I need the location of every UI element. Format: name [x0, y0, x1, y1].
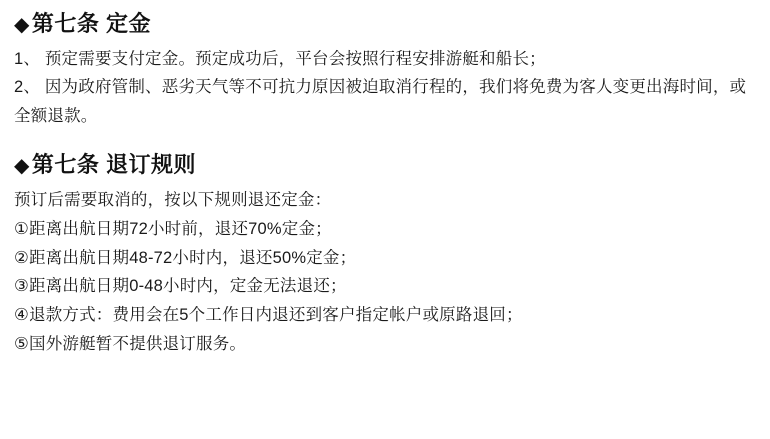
section-cancellation-title: 第七条 退订规则	[31, 152, 197, 178]
cancellation-rule-4: ④退款方式：费用会在5个工作日内退还到客户指定帐户或原路退回；	[14, 306, 523, 325]
cancellation-rule-3: ③距离出航日期0-48小时内，定金无法退还；	[14, 277, 347, 296]
cancellation-rule-2: ②距离出航日期48-72小时内，退还50%定金；	[14, 248, 357, 267]
section-deposit	[14, 10, 756, 131]
section-cancellation	[14, 151, 756, 359]
section-deposit-title: 第七条 定金	[31, 11, 152, 36]
cancellation-rule-1: ①距离出航日期72小时前，退还70%定金；	[14, 219, 332, 238]
diamond-bullet-icon: ◆	[14, 155, 30, 178]
deposit-paragraph-1: 1、 预定需要支付定金。预定成功后，平台会按照行程安排游艇和船长；	[14, 49, 546, 68]
cancellation-lead-text: 预订后需要取消的，按以下规则退还定金：	[14, 190, 332, 209]
cancellation-rule-5: ⑤国外游艇暂不提供退订服务。	[14, 335, 247, 354]
section-deposit-heading	[14, 10, 756, 39]
deposit-paragraph-2: 2、 因为政府管制、恶劣天气等不可抗力原因被迫取消行程的，我们将免费为客人变更出海时间，或全额退款。	[14, 78, 747, 126]
section-cancellation-body	[14, 186, 756, 359]
section-cancellation-heading	[14, 151, 756, 180]
diamond-bullet-icon: ◆	[14, 14, 30, 36]
section-deposit-body	[14, 45, 756, 132]
